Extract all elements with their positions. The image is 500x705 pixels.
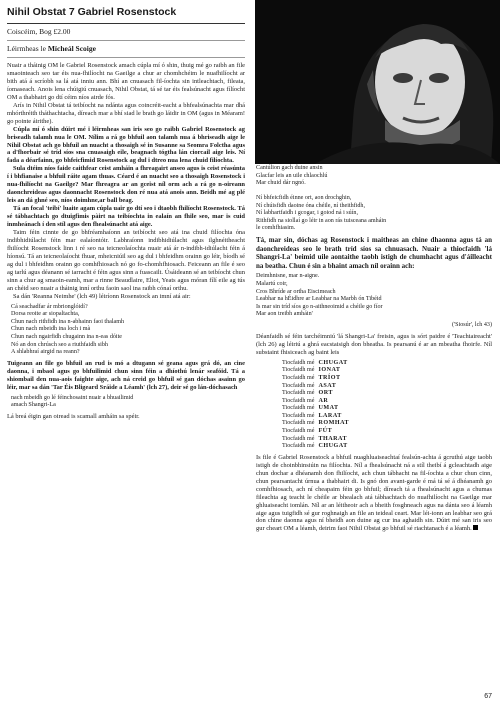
poem-line: amach Shangri-La <box>11 402 56 409</box>
verse-grid-cell: Tiocfaidh mé <box>282 397 315 404</box>
left-column <box>7 62 245 421</box>
paragraph: Sa dán 'Reanna Neimhe' (lch 49) léiríonn Rosenstock an imní atá air: <box>13 292 191 300</box>
poem-line: le comhfhiasim. <box>256 225 296 232</box>
poem-line: Chun nach rithfidh ina n-abhainn faoi thalamh <box>11 318 125 325</box>
poem-line: Cá seachadfar ár mbrionglóidí? <box>11 303 88 310</box>
poem-line: Chun nach mbeidh ina loch i mà <box>11 326 91 333</box>
verse-grid-cell: CHUGAT <box>318 443 348 450</box>
verse-grid-row <box>282 420 353 428</box>
poem-line: Ní bhfeicfidh éinne ort, aon drochghin, <box>256 195 352 201</box>
poem-line: Nó an don chrúsch seo a riuthfaidh sibh <box>11 341 108 348</box>
verse-grid-cell: Tiocfaidh mé <box>282 390 315 397</box>
verse-grid-row <box>282 428 353 436</box>
verse-grid-cell: UMAT <box>318 405 339 412</box>
poem-quote <box>256 195 492 233</box>
poem-line: Malartú coir, <box>256 280 288 287</box>
poem-line: Rithfidh na siollaí go léir in aon rás tuisceana amháin <box>256 217 387 224</box>
paragraph: Nuair a tháinig OM le Gabriel Rosenstock amach cúpla mí ó shin, thuig mé go raibh an file smaointeach seo tar éis nua-fhilíocht na Gaeilge a chur ar chomhchéim le nuafhilíocht ar bith atá á scríobh sa lá atá inniu ann. Bhí an cnuasach fil-íochta sin intleachtach, fileata, íomaseach. Anois lena chúigiú cnuasach, Nihil Obstat, tá sé tar éis fealsúnacht agus fílíocht OM a thabhairt go dtí céim níos airde fós. <box>7 62 245 101</box>
verse-grid-cell: Tiocfaidh mé <box>282 382 315 389</box>
paragraph <box>256 454 492 534</box>
poem-line: Deimhnisne, mar n-aigne. <box>256 273 320 280</box>
verse-grid-row <box>282 375 353 383</box>
paragraph: Tá an focal 'teibí' luaite agam cúpla uair go dtí seo i dtaobh fhilíocht Rosenstock. Tá sé tábhachtach go dtuigfimis pàirt na teibíochta in ealaín an fhile seo, mar is cuid inmheánach í den stíl agus den fhealsúnacht atá aige. <box>7 205 245 229</box>
verse-grid-cell: Tiocfaidh mé <box>282 428 315 435</box>
right-column <box>256 192 492 533</box>
article-title: Nihil Obstat 7 Gabriel Rosenstock <box>7 6 177 18</box>
reviewer-name: Mícheál Scoige <box>47 44 96 53</box>
verse-grid-row <box>282 390 353 398</box>
poem-quote <box>11 304 245 357</box>
verse-grid-row <box>282 367 353 375</box>
poem-line: Is mar sin tríd síos go n-aithneoimid a chéile go fíor <box>256 303 383 310</box>
verse-grid-cell: Tiocfaidh mé <box>282 435 315 442</box>
verse-grid-cell: ASAT <box>318 382 337 389</box>
verse-grid-row <box>282 383 353 391</box>
verse-grid-cell: THARAT <box>318 435 348 442</box>
paragraph: Tuigeann an file go bhfuil an rud is mó a dtugann sé geana agus grá dó, an cine daonna, i mbaol agus go bhfuilimid chun sinn féin a dhíothú lenár seafóid. Tá a shiombail den nua-aois faighte aige, ach ná creid go bhfuil sé gan dóchas asainn go léir, mar sa dán 'Tar Éis Bligeard Sráide a Léamh' (lch 27), deir sé go lán-dóchasach <box>7 359 245 391</box>
poem-line: Dorsa reoite ar siopaltachta, <box>11 311 80 318</box>
publisher-line: Coiscéim, Bog £2.00 <box>7 27 71 36</box>
poem-line: A shlabhraí airgid na reann? <box>11 349 80 356</box>
poem-line: Ní labhartfaidh i gcogar, i goiod ná i súín, <box>256 210 358 217</box>
verse-grid-cell: ROMHAT <box>318 420 350 427</box>
verse-grid-cell: LARAT <box>318 412 342 419</box>
repeated-verse-grid <box>282 360 353 451</box>
verse-grid-cell: AR <box>318 397 329 404</box>
source-reference: ('Siosúr', lch 43) <box>452 321 492 328</box>
paragraph: Sula dtéim níos faide caithfear ceist amháin a fhreagairt anseo agus is ceist réasúnta í i bhfianaise a bhfuil ráite agam thuas. Céard é an nuacht seo a thosaigh Rosenstock i nua-fhilíocht na Gaeilge? Mar fhreagra ar an gceist níl orm ach a rá go n-oireann daonchreideas agus daonnacht Rosenstock don ré nua atá anois ann. Beidh mé ag plé leis an dá ghné seo, níos doimhne,ar ball beag. <box>7 165 245 205</box>
end-mark-icon <box>473 525 478 530</box>
verse-grid-cell: FÚT <box>318 428 333 435</box>
poem-line: Cros Bhríde ar ortha Eiscimeach <box>256 288 336 295</box>
caption-line: Glacfar leis an uile chlaochlú <box>256 172 328 179</box>
verse-grid-row <box>282 405 353 413</box>
verse-grid-cell: Tiocfaidh mé <box>282 420 315 427</box>
paragraph: Taim féin cinnte de go bhfréamhaíonn an teibíocht seo atá ina chuid filíochta óna indibhidiúlacht féin mar ealaíontóir. Labhraíonn indibhidiúlacht agus ilghnéitheacht fhilíocht Rosenstock linn i ré seo na teicneolaíochta nuair atá ár n-indibh-idiúlacht féin á híonsú. Tá an teicneolaíocht fhuar, mheicniúil seo ag dul i bhfeidhm orainn go léir, bíodh sé ag dul i bhfeidhm orainn go comhfhiosach nó go fo-chomhfhiosach. Feiceann an file é seo ag tarlú agus déanann sé iarracht é féin agus sinn a fuascailt. Úsáideann sé an teibíocht chun sinn a chur ag smaoin-eamh, mar a rinne Beaudlaire, Eliot, Yeats agus móran fílí eile ag tús an chéid seo nuair a tháinig inní orthu faoin saol ina raibh cónaí orthu. <box>7 229 245 292</box>
verse-grid-cell: ORT <box>318 390 333 397</box>
verse-grid-cell: Tiocfaidh mé <box>282 359 315 366</box>
paragraph: Arís in Nihil Obstat tá teibíocht na ndánta agus coincréit-eacht a bhfealsúnachta mar dhá mhórthréith tháthachtacha, díreach mar a bhí siad le brath go láidir in OM (agus in Méaram! go pointe áirithe). <box>7 101 245 125</box>
paragraph: Déanfaidh sé féin tarchéimniú 'lá Shangri-La' freisin, agus is sórt paidre é 'Teachtaireacht' (lch 26) ag léiriú a ghrá eacstaisigh don bheatha. Is pearsanú é ar an mbeatha fhoirfe. Níl substaint fhisiceach ag baint leis <box>256 332 492 356</box>
poem-quote <box>256 273 492 319</box>
paragraph: Cúpla mí ó shin dúirt mé i léirmheas san iris seo go raibh Gabriel Rosenstock ag briseadh talamh nua le OM. Nílim a rá go bhfuil aon talamh nua á bhriseadh aige le Nihil Obstat ach go bhfuil an nuacht a thosaigh sé in Susanne sa Seomra Folctha agus a d'fhorbair sé tríd síos sna cnuasaigh eile, beagnach tógtha lán ciorcail aige leis. Ní fada a déarfainn, go bhfeicfimid Rosenstock ag dul i dtreo nua lena chuid filíochta. <box>7 125 245 165</box>
poem-quote <box>11 395 245 410</box>
closing-paragraph-text: Is file é Gabriel Rosenstock a bhfuil nuaghluaiseachtaí fealsún-achta á gcruthú aige taobh istigh de choinbhinsiúin na filíochta. Níl a fhealsúnacht ná a stíl theibí á gcleachtadh aige chun dochar a dhéanamh don fhilíocht, ach chun tábhacht na fil-íochta a chur chun cinn, chun pearsantacht úrnua a thabhairt di. Is gnó don avant-garde é má tá sé á dhéanamh go comhfhiosach, ach ní cheapaim féin go bhfuil; díreach tá a fhealsúnacht agus a chumas fileachta ag teacht le chéile ar bhealach atá tábhachtach do nuafhilíocht na Gaeilge mar ghluaiseacht iomlán. Níl ar an léitheoir ach a bheith fosghneach agus na dánta seo á léamh aige agus tuigfidh sé gur roghnaigh an file an teideal ceart. Mar léi-ionn an leabhar seo grá don chine daonna agus ní bheidh aon duine ag cur ina aghaidh sin. Dúirt mé san iris seo gur cheart OM a léamh, deirim faoi Nihil Obstat go bhfuil sé riachtanach é a léamh. <box>256 453 492 533</box>
author-portrait-image <box>255 0 500 164</box>
caption-line: Mar chuid dár ngnó. <box>256 180 306 187</box>
title-rule <box>7 23 245 24</box>
photo-caption-poem <box>256 165 492 188</box>
verse-grid-cell: Tiocfaidh mé <box>282 405 315 412</box>
verse-grid-cell: Tiocfaidh mé <box>282 443 315 450</box>
publisher-rule <box>7 40 245 41</box>
poem-line: nach mbeidh go lé féinchosaint nuair a bhuailimid <box>11 394 134 401</box>
verse-grid-cell: IONAT <box>318 367 341 374</box>
page-number: 67 <box>484 693 492 700</box>
reviewer-prefix: Léirmheas le <box>7 44 46 53</box>
verse-grid-row <box>282 443 353 451</box>
reviewer-rule <box>7 57 245 58</box>
caption-line: Cantúlion gach duine ansin <box>256 165 323 171</box>
verse-grid-cell: TRÍOT <box>318 374 341 381</box>
poem-line: Chun nach ngairfidh chugainn ina n-eas dóite <box>11 333 123 340</box>
poem-line: Leabhar na hÉidhre ar Leabhar na Marbh ón Tibéid <box>256 296 382 303</box>
verse-grid-cell: Tiocfaidh mé <box>282 367 315 374</box>
paragraph: Tá, mar sin, dóchas ag Rosenstock i maitheas an chine dhaonna agus tá an daonchreideas seo le brath tríd síos sa chnuasach. Nuair a thiocfaidh 'lá Shangri-La' beimid uile aontaithe taobh istigh de chumhacht agus d'áilleacht na beatha. Chun é sin a bhaint amach níl orainn ach: <box>256 235 492 270</box>
paragraph: Lá breá éigin gan oiread is scamall amháin sa spéir. <box>7 412 140 420</box>
verse-grid-cell: CHUGAT <box>318 359 348 366</box>
verse-grid-cell: Tiocfaidh mé <box>282 412 315 419</box>
reviewer-line <box>7 44 96 54</box>
poem-line: Ní chúisfidh daoine óna chéile, ní theithfidh, <box>256 202 365 209</box>
poem-line: Mar aon treibh amháin' <box>256 311 313 318</box>
verse-grid-cell: Tiocfaidh mé <box>282 374 315 381</box>
author-photo <box>255 0 500 164</box>
